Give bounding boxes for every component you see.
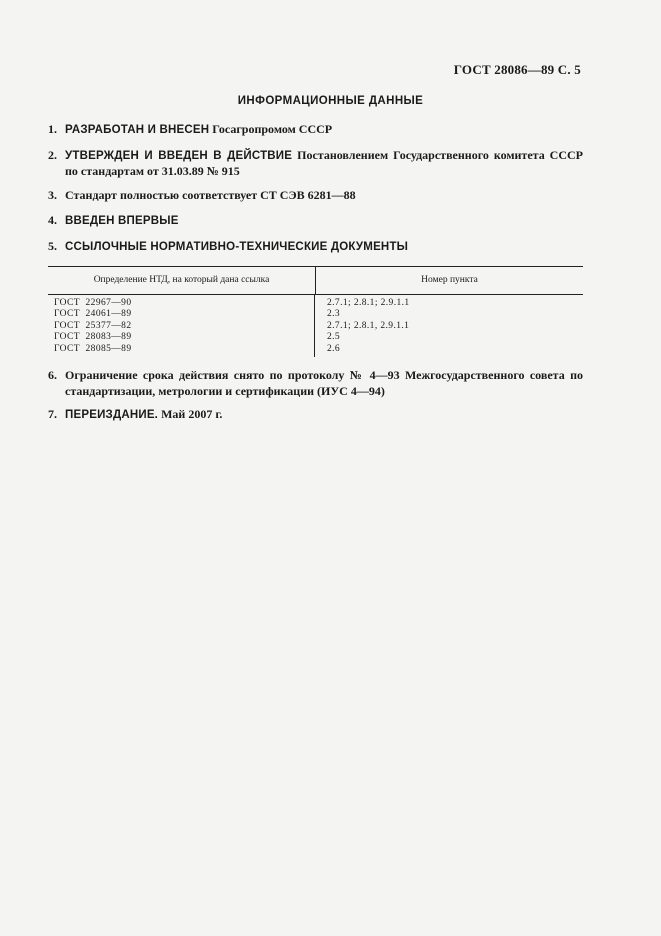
- item-text: Постановлением Государственного комитета СССР по стандартам от 31.03.89 № 915: [65, 148, 583, 178]
- table-body: [48, 295, 583, 357]
- info-item-6: [48, 368, 583, 399]
- item-number: 2.: [48, 148, 57, 162]
- clause-cell: 2.7.1; 2.8.1, 2.9.1.1: [327, 320, 410, 331]
- item-caps: ССЫЛОЧНЫЕ НОРМАТИВНО-ТЕХНИЧЕСКИЕ ДОКУМЕНТЫ: [65, 241, 409, 253]
- ntd-cell: ГОСТ 24061—89: [54, 309, 132, 320]
- info-item-2: [48, 148, 583, 179]
- ntd-cell: ГОСТ 28083—89: [54, 332, 132, 343]
- item-number: 1.: [48, 122, 57, 136]
- clause-cell: 2.6: [327, 343, 341, 354]
- page-header: ГОСТ 28086—89 С. 5: [453, 62, 581, 77]
- item-number: 7.: [48, 407, 57, 421]
- item-text: Госагропромом СССР: [209, 122, 333, 136]
- header-ntd: Определение НТД, на который дана ссылка: [48, 267, 316, 294]
- ntd-cell: ГОСТ 28085—89: [54, 343, 132, 354]
- item-text: Май 2007 г.: [158, 407, 223, 421]
- item-number: 5.: [48, 239, 57, 253]
- info-item-3: [48, 188, 583, 204]
- info-item-5: [48, 239, 583, 255]
- header-clause-number: Номер пункта: [421, 275, 478, 285]
- ntd-cell: ГОСТ 22967—90: [54, 298, 132, 308]
- ntd-cell: ГОСТ 25377—82: [54, 320, 132, 331]
- info-item-7: [48, 407, 583, 423]
- item-text: Ограничение срока действия снято по протоколу № 4—93 Межгосударственного совета по стандартизации, метрологии и сертификации (ИУС 4—94): [65, 368, 583, 398]
- clause-cell: 2.7.1; 2.8.1; 2.9.1.1: [327, 298, 410, 308]
- item-text: Стандарт полностью соответствует СТ СЭВ 6281—88: [65, 188, 356, 202]
- reference-table: [48, 266, 583, 357]
- table-header: [48, 267, 583, 295]
- item-number: 3.: [48, 188, 57, 202]
- ntd-column: [48, 295, 315, 357]
- item-caps: РАЗРАБОТАН И ВНЕСЕН: [65, 124, 210, 136]
- item-caps: ВВЕДЕН ВПЕРВЫЕ: [65, 215, 179, 227]
- clause-column: [315, 295, 583, 357]
- item-number: 6.: [48, 368, 57, 382]
- clause-cell: 2.5: [327, 332, 341, 343]
- item-number: 4.: [48, 213, 57, 227]
- info-item-4: [48, 213, 583, 229]
- document-title: ИНФОРМАЦИОННЫЕ ДАННЫЕ: [237, 95, 424, 107]
- item-caps: ПЕРЕИЗДАНИЕ.: [65, 409, 159, 421]
- item-caps: УТВЕРЖДЕН И ВВЕДЕН В ДЕЙСТВИЕ: [65, 150, 293, 162]
- clause-cell: 2.3: [327, 309, 341, 320]
- info-item-1: [48, 122, 583, 138]
